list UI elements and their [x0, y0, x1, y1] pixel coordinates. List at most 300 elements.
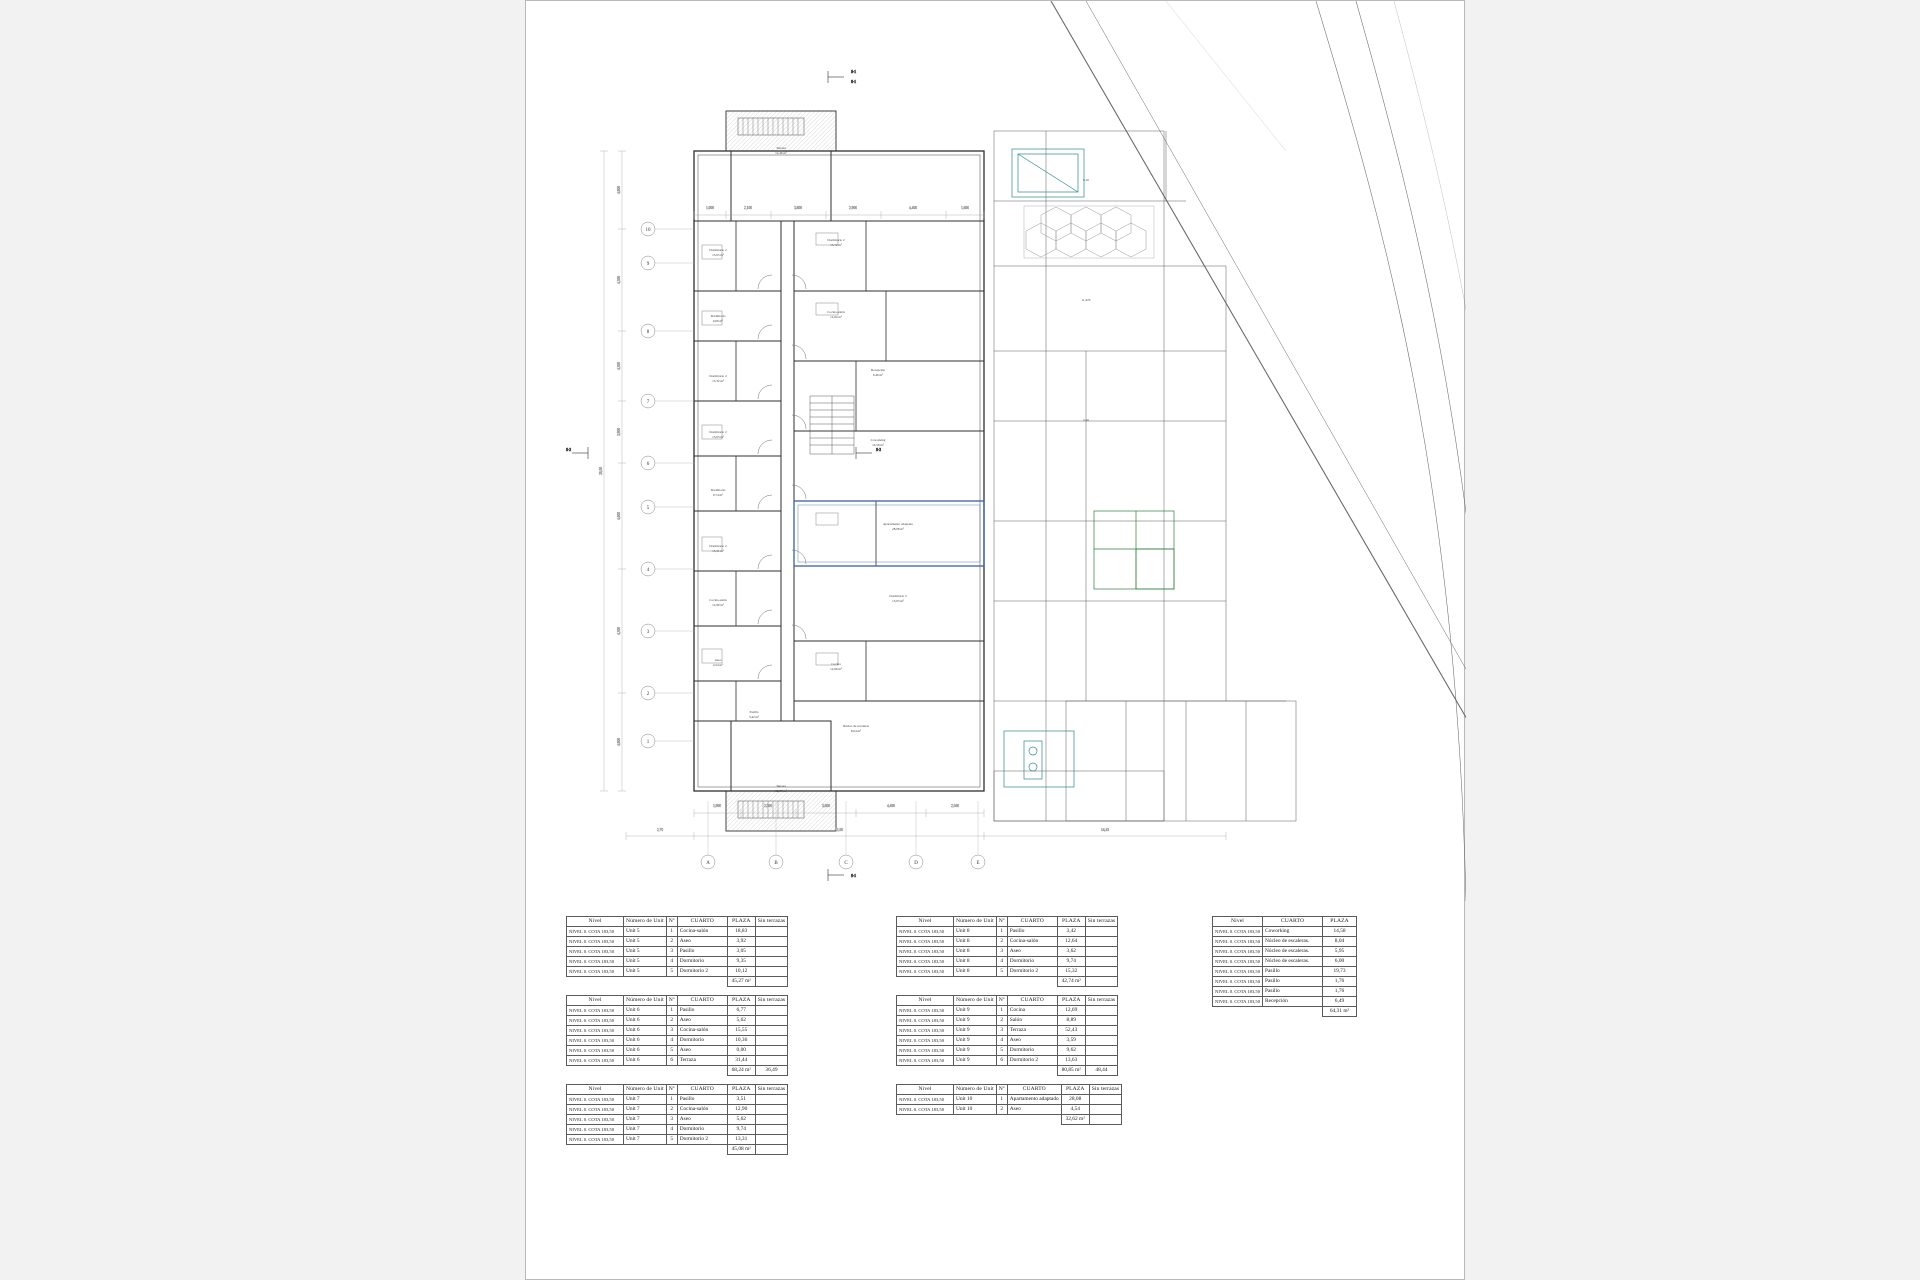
cell-cuarto: Cocina-salón — [1007, 937, 1057, 947]
cell-nivel: NIVEL 0. COTA 183,50 — [897, 1046, 954, 1056]
cell-num: 6 — [666, 1056, 677, 1066]
svg-text:6: 6 — [646, 462, 650, 467]
svg-text:13,63 m²: 13,63 m² — [712, 435, 724, 439]
svg-text:10: 10 — [645, 228, 651, 233]
cell-unit: Unit 9 — [954, 1046, 997, 1056]
cell-num: 2 — [666, 937, 677, 947]
table-row — [567, 937, 788, 947]
col-nivel: Nivel — [567, 1085, 624, 1095]
col-plaza: PLAZA — [727, 1085, 755, 1095]
col-cuarto: CUARTO — [677, 996, 727, 1006]
cell-unit: Unit 6 — [624, 1016, 667, 1026]
cell-nivel: NIVEL 0. COTA 183,50 — [1213, 947, 1263, 957]
col-plaza: PLAZA — [727, 917, 755, 927]
col-sin: Sin terrazas — [1085, 917, 1117, 927]
table-row — [567, 1125, 788, 1135]
cell-nivel: NIVEL 0. COTA 183,50 — [567, 1036, 624, 1046]
cell-unit: Unit 7 — [624, 1125, 667, 1135]
cell-nivel: NIVEL 0. COTA 183,50 — [567, 947, 624, 957]
cell-cuarto: Salón — [1007, 1016, 1057, 1026]
svg-text:Cocina-salón: Cocina-salón — [709, 598, 727, 602]
svg-text:Terraza: Terraza — [776, 146, 786, 150]
table-row — [897, 1026, 1118, 1036]
svg-text:4,54 m²: 4,54 m² — [712, 663, 724, 667]
table-row — [897, 937, 1118, 947]
svg-text:Núcleo de escaleras: Núcleo de escaleras — [842, 724, 870, 728]
cell-sin — [1085, 1016, 1117, 1026]
svg-text:9,10: 9,10 — [1083, 178, 1089, 182]
table-header-row — [897, 1085, 1122, 1095]
cell-unit: Unit 5 — [624, 957, 667, 967]
svg-text:6,49 m²: 6,49 m² — [872, 373, 884, 377]
svg-text:4,000: 4,000 — [617, 185, 621, 195]
cell-plaza: 5,62 — [727, 1016, 755, 1026]
col-sin: Sin terrazas — [755, 917, 787, 927]
svg-text:12,87 m²: 12,87 m² — [775, 789, 787, 793]
svg-text:4: 4 — [646, 568, 650, 573]
col-unit: Número de Unit — [624, 1085, 667, 1095]
table-row — [897, 1095, 1122, 1105]
cell-sin — [1085, 957, 1117, 967]
table-row — [567, 1115, 788, 1125]
cell-sin — [755, 1105, 787, 1115]
svg-text:Dormitorio: Dormitorio — [710, 314, 726, 318]
cell-unit: Unit 9 — [954, 1026, 997, 1036]
cell-cuarto: Aseo — [1007, 1036, 1057, 1046]
svg-text:4,300: 4,300 — [617, 626, 621, 636]
cell-num: 1 — [666, 1006, 677, 1016]
svg-text:4,000: 4,000 — [617, 511, 621, 521]
cell-nivel: NIVEL 0. COTA 183,50 — [1213, 957, 1263, 967]
cell-nivel: NIVEL 0. COTA 183,50 — [1213, 987, 1263, 997]
svg-text:1,600: 1,600 — [960, 206, 970, 210]
svg-text:12,69 m²: 12,69 m² — [830, 667, 842, 671]
cell-unit: Unit 7 — [624, 1095, 667, 1105]
svg-text:2,500: 2,500 — [763, 804, 773, 808]
quantity-table-unit6 — [566, 995, 788, 1076]
table-row — [567, 1036, 788, 1046]
cell-sin — [1085, 1046, 1117, 1056]
cell-plaza: 52,43 — [1057, 1026, 1085, 1036]
cell-num: 3 — [666, 947, 677, 957]
cell-cuarto: Pasillo — [677, 1006, 727, 1016]
cell-sin — [755, 1006, 787, 1016]
table-row — [1213, 927, 1357, 937]
table-row — [1213, 937, 1357, 947]
cell-plaza: 10,36 — [727, 1036, 755, 1046]
quantity-table-unit10 — [896, 1084, 1122, 1125]
svg-text:4,300: 4,300 — [617, 361, 621, 371]
cell-cuarto: Pasillo — [677, 947, 727, 957]
col-plaza: PLAZA — [1061, 1085, 1089, 1095]
table-row — [567, 1135, 788, 1145]
cell-cuarto: Dormitorio — [1007, 957, 1057, 967]
svg-text:Cocina-salón: Cocina-salón — [827, 310, 845, 314]
cell-unit: Unit 8 — [954, 947, 997, 957]
svg-text:12,64 m²: 12,64 m² — [830, 315, 842, 319]
cell-cuarto: Pasillo — [1263, 967, 1323, 977]
total-sin — [1085, 977, 1117, 987]
table-row — [567, 1095, 788, 1105]
cell-plaza: 12,69 — [1057, 1006, 1085, 1016]
total-plaza: 32,62 m² — [1061, 1115, 1089, 1125]
cell-plaza: 19,73 — [1323, 967, 1357, 977]
cell-plaza: 9,74 — [727, 1125, 755, 1135]
cell-nivel: NIVEL 0. COTA 183,50 — [897, 927, 954, 937]
col-sin: Sin terrazas — [1089, 1085, 1121, 1095]
col-num: Nº — [666, 1085, 677, 1095]
cell-cuarto: Dormitorio 2 — [1007, 1056, 1057, 1066]
floor-plan-drawing — [526, 1, 1466, 901]
cell-sin — [1085, 937, 1117, 947]
cell-num: 1 — [666, 1095, 677, 1105]
cell-plaza: 3,05 — [727, 947, 755, 957]
cell-num: 1 — [666, 927, 677, 937]
table-group-middle — [896, 916, 1122, 1125]
cell-unit: Unit 8 — [954, 937, 997, 947]
cell-unit: Unit 10 — [954, 1095, 997, 1105]
cell-plaza: 10,12 — [727, 967, 755, 977]
cell-nivel: NIVEL 0. COTA 183,50 — [567, 1026, 624, 1036]
cell-cuarto: Dormitorio — [677, 1036, 727, 1046]
cell-num: 5 — [996, 967, 1007, 977]
cell-sin — [1085, 1026, 1117, 1036]
table-row — [1213, 957, 1357, 967]
cell-nivel: NIVEL 0. COTA 183,50 — [897, 947, 954, 957]
cell-unit: Unit 7 — [624, 1135, 667, 1145]
cell-unit: Unit 8 — [954, 927, 997, 937]
col-nivel: Nivel — [567, 996, 624, 1006]
table-total-row — [1213, 1007, 1357, 1017]
svg-text:1: 1 — [646, 740, 650, 745]
svg-text:15,31 m²: 15,31 m² — [712, 549, 724, 553]
cell-cuarto: Núcleo de escaleras. — [1263, 937, 1323, 947]
table-row — [897, 927, 1118, 937]
cell-sin — [755, 1016, 787, 1026]
cell-nivel: NIVEL 0. COTA 183,50 — [567, 967, 624, 977]
svg-text:Dormitorio: Dormitorio — [710, 488, 726, 492]
total-sin: 36,49 — [755, 1066, 787, 1076]
total-sin — [1089, 1115, 1121, 1125]
table-row — [567, 1006, 788, 1016]
col-num: Nº — [996, 1085, 1007, 1095]
table-row — [897, 957, 1118, 967]
cell-num: 2 — [666, 1016, 677, 1026]
table-total-row — [567, 1145, 788, 1155]
col-unit: Número de Unit — [624, 917, 667, 927]
cell-unit: Unit 5 — [624, 927, 667, 937]
cell-nivel: NIVEL 0. COTA 183,50 — [567, 1056, 624, 1066]
col-unit: Número de Unit — [954, 917, 997, 927]
cell-num: 1 — [996, 1006, 1007, 1016]
cell-cuarto: Cocina-salón — [677, 1026, 727, 1036]
cell-nivel: NIVEL 0. COTA 183,50 — [567, 1105, 624, 1115]
cell-num: 4 — [666, 1036, 677, 1046]
svg-text:Dormitorio 2: Dormitorio 2 — [709, 374, 727, 378]
cell-sin — [1085, 1056, 1117, 1066]
svg-text:3: 3 — [646, 630, 650, 635]
svg-text:14,43: 14,43 — [1100, 828, 1110, 832]
cell-cuarto: Apartamento adaptado — [1007, 1095, 1061, 1105]
cell-sin — [1085, 1036, 1117, 1046]
quantity-table-unit7 — [566, 1084, 788, 1155]
svg-text:13,63 m²: 13,63 m² — [892, 599, 904, 603]
cell-cuarto: Dormitorio 2 — [677, 967, 727, 977]
cell-nivel: NIVEL 0. COTA 183,50 — [567, 937, 624, 947]
quantity-table-unit5 — [566, 916, 788, 987]
svg-text:4,300: 4,300 — [617, 275, 621, 285]
svg-text:15,05 m²: 15,05 m² — [712, 253, 724, 257]
table-header-row — [567, 917, 788, 927]
table-header-row — [897, 917, 1118, 927]
svg-text:Coworking: Coworking — [870, 438, 886, 442]
svg-text:15,32 m²: 15,32 m² — [712, 379, 724, 383]
cell-sin — [755, 1026, 787, 1036]
cell-plaza: 6,49 — [1323, 997, 1357, 1007]
cell-num: 4 — [996, 1036, 1007, 1046]
cell-nivel: NIVEL 0. COTA 183,50 — [567, 1125, 624, 1135]
cell-unit: Unit 8 — [954, 957, 997, 967]
cell-cuarto: Dormitorio — [677, 1125, 727, 1135]
svg-text:A: A — [706, 861, 710, 866]
svg-text:2,900: 2,900 — [848, 206, 858, 210]
cell-cuarto: Aseo — [677, 1115, 727, 1125]
cell-sin — [755, 947, 787, 957]
cell-num: 3 — [996, 947, 1007, 957]
table-total-row — [567, 977, 788, 987]
cell-sin — [755, 1115, 787, 1125]
svg-text:11,470: 11,470 — [1081, 298, 1091, 302]
svg-text:8,04 m²: 8,04 m² — [850, 729, 862, 733]
table-row — [567, 1046, 788, 1056]
cell-cuarto: Cocina-salón — [677, 1105, 727, 1115]
cell-sin — [755, 1135, 787, 1145]
svg-text:Cocina: Cocina — [831, 662, 841, 666]
cell-unit: Unit 9 — [954, 1056, 997, 1066]
cell-cuarto: Pasillo — [1263, 987, 1323, 997]
svg-text:Apartamento adaptado: Apartamento adaptado — [883, 522, 913, 526]
cell-plaza: 8,89 — [1057, 1016, 1085, 1026]
cell-plaza: 5,62 — [727, 1115, 755, 1125]
cell-sin — [755, 957, 787, 967]
svg-text:S-1: S-1 — [851, 80, 856, 84]
cell-plaza: 9,62 — [1057, 1046, 1085, 1056]
col-plaza: PLAZA — [727, 996, 755, 1006]
col-plaza: PLAZA — [1057, 996, 1085, 1006]
cell-cuarto: Aseo — [677, 1046, 727, 1056]
table-row — [897, 1006, 1118, 1016]
cell-num: 4 — [666, 957, 677, 967]
cell-plaza: 3,62 — [1057, 947, 1085, 957]
table-header-row — [897, 996, 1118, 1006]
cell-num: 4 — [996, 957, 1007, 967]
table-row — [897, 1105, 1122, 1115]
cell-cuarto: Terraza — [1007, 1026, 1057, 1036]
total-plaza: 80,85 m² — [1057, 1066, 1085, 1076]
col-sin: Sin terrazas — [755, 1085, 787, 1095]
cell-num: 5 — [996, 1046, 1007, 1056]
col-nivel: Nivel — [897, 917, 954, 927]
col-sin: Sin terrazas — [1085, 996, 1117, 1006]
total-plaza: 45,27 m² — [727, 977, 755, 987]
svg-text:Dormitorio 2: Dormitorio 2 — [709, 248, 727, 252]
cell-plaza: 9,74 — [1057, 957, 1085, 967]
cell-cuarto: Pasillo — [677, 1095, 727, 1105]
table-row — [1213, 977, 1357, 987]
svg-text:2,100: 2,100 — [743, 206, 753, 210]
cell-cuarto: Aseo — [677, 1016, 727, 1026]
svg-text:3,900: 3,900 — [617, 427, 621, 437]
cell-cuarto: Dormitorio 2 — [677, 1135, 727, 1145]
table-row — [897, 1016, 1118, 1026]
table-row — [567, 927, 788, 937]
svg-text:2,500: 2,500 — [950, 804, 960, 808]
cell-plaza: 6,77 — [727, 1006, 755, 1016]
cell-nivel: NIVEL 0. COTA 183,50 — [897, 1026, 954, 1036]
table-row — [897, 1036, 1118, 1046]
cell-nivel: NIVEL 0. COTA 183,50 — [897, 937, 954, 947]
total-plaza: 45,08 m² — [727, 1145, 755, 1155]
cell-cuarto: Aseo — [1007, 1105, 1061, 1115]
svg-text:28,00: 28,00 — [599, 466, 603, 476]
cell-cuarto: Aseo — [677, 937, 727, 947]
col-num: Nº — [996, 917, 1007, 927]
svg-text:4,400: 4,400 — [908, 206, 918, 210]
table-row — [567, 1026, 788, 1036]
svg-text:Dormitorio 2: Dormitorio 2 — [709, 544, 727, 548]
cell-unit: Unit 6 — [624, 1006, 667, 1016]
svg-text:S-1: S-1 — [851, 874, 856, 878]
svg-text:Dormitorio 2: Dormitorio 2 — [709, 430, 727, 434]
cell-nivel: NIVEL 0. COTA 183,50 — [567, 1016, 624, 1026]
cell-sin — [755, 927, 787, 937]
cell-plaza: 14,58 — [1323, 927, 1357, 937]
col-num: Nº — [666, 917, 677, 927]
svg-text:5: 5 — [646, 506, 650, 511]
svg-text:Dormitorio 2: Dormitorio 2 — [827, 238, 845, 242]
col-cuarto: CUARTO — [677, 1085, 727, 1095]
cell-num: 2 — [996, 1105, 1007, 1115]
table-total-row — [897, 1115, 1122, 1125]
cell-sin — [755, 1125, 787, 1135]
col-plaza: PLAZA — [1057, 917, 1085, 927]
cell-cuarto: Pasillo — [1263, 977, 1323, 987]
cell-unit: Unit 6 — [624, 1036, 667, 1046]
cell-plaza: 18,83 — [727, 927, 755, 937]
cell-nivel: NIVEL 0. COTA 183,50 — [567, 1046, 624, 1056]
table-row — [1213, 947, 1357, 957]
table-header-row — [567, 996, 788, 1006]
svg-text:4,400: 4,400 — [886, 804, 896, 808]
col-nivel: Nivel — [897, 996, 954, 1006]
svg-text:S-2: S-2 — [566, 448, 571, 452]
cell-sin — [755, 1095, 787, 1105]
quantity-table-unit8 — [896, 916, 1118, 987]
cell-plaza: 3,92 — [727, 937, 755, 947]
cell-num: 1 — [996, 1095, 1007, 1105]
table-row — [1213, 997, 1357, 1007]
table-header-row — [567, 1085, 788, 1095]
svg-text:3,42 m²: 3,42 m² — [748, 715, 760, 719]
svg-text:Dormitorio 2: Dormitorio 2 — [889, 594, 907, 598]
col-plaza: PLAZA — [1323, 917, 1357, 927]
svg-text:S-2: S-2 — [876, 448, 881, 452]
svg-text:Recepción: Recepción — [871, 368, 885, 372]
svg-text:Terraza: Terraza — [776, 784, 786, 788]
col-unit: Número de Unit — [954, 1085, 997, 1095]
table-header-row — [1213, 917, 1357, 927]
cell-cuarto: Pasillo — [1007, 927, 1057, 937]
cell-plaza: 0,00 — [727, 1046, 755, 1056]
cell-cuarto: Aseo — [1007, 947, 1057, 957]
cell-num: 6 — [996, 1056, 1007, 1066]
cell-plaza: 13,63 — [1057, 1056, 1085, 1066]
page-margin-left — [0, 0, 525, 1280]
cell-unit: Unit 5 — [624, 947, 667, 957]
cell-plaza: 5,95 — [1323, 947, 1357, 957]
cell-sin — [755, 1046, 787, 1056]
cell-num: 1 — [996, 927, 1007, 937]
svg-text:5,10: 5,10 — [1083, 418, 1089, 422]
cell-nivel: NIVEL 0. COTA 183,50 — [897, 1095, 954, 1105]
cell-sin — [1085, 967, 1117, 977]
cell-plaza: 3,51 — [727, 1095, 755, 1105]
table-row — [897, 947, 1118, 957]
svg-text:1,900: 1,900 — [712, 804, 722, 808]
svg-text:7: 7 — [646, 400, 650, 405]
cell-cuarto: Cocina-salón — [677, 927, 727, 937]
col-cuarto: CUARTO — [1007, 917, 1057, 927]
cell-nivel: NIVEL 0. COTA 183,50 — [567, 1095, 624, 1105]
table-row — [897, 1046, 1118, 1056]
table-row — [567, 1105, 788, 1115]
cell-sin — [1085, 947, 1117, 957]
svg-text:1,000: 1,000 — [705, 206, 715, 210]
cell-plaza: 12,90 — [727, 1105, 755, 1115]
cell-plaza: 12,64 — [1057, 937, 1085, 947]
cell-sin — [1085, 1006, 1117, 1016]
svg-text:S-1: S-1 — [851, 70, 856, 74]
cell-unit: Unit 7 — [624, 1115, 667, 1125]
cell-num: 3 — [996, 1026, 1007, 1036]
table-group-right — [1212, 916, 1357, 1017]
svg-text:2: 2 — [646, 692, 650, 697]
cell-cuarto: Núcleo de escaleras. — [1263, 957, 1323, 967]
table-row — [897, 967, 1118, 977]
quantity-table-unit9 — [896, 995, 1118, 1076]
total-sin: 48,44 — [1085, 1066, 1117, 1076]
cell-num: 2 — [996, 1016, 1007, 1026]
cell-sin — [1085, 927, 1117, 937]
cell-nivel: NIVEL 0. COTA 183,50 — [567, 957, 624, 967]
cell-sin — [755, 937, 787, 947]
total-plaza: 68,24 m² — [727, 1066, 755, 1076]
cell-unit: Unit 5 — [624, 967, 667, 977]
col-unit: Número de Unit — [624, 996, 667, 1006]
svg-text:3,600: 3,600 — [821, 804, 831, 808]
cell-plaza: 3,59 — [1057, 1036, 1085, 1046]
page-margin-right — [1465, 0, 1920, 1280]
cell-unit: Unit 6 — [624, 1046, 667, 1056]
cell-num: 3 — [666, 1115, 677, 1125]
cell-num: 2 — [996, 937, 1007, 947]
cell-cuarto: Coworking — [1263, 927, 1323, 937]
col-num: Nº — [666, 996, 677, 1006]
cell-nivel: NIVEL 0. COTA 183,50 — [897, 957, 954, 967]
cell-plaza: 8,04 — [1323, 937, 1357, 947]
cell-plaza: 3,42 — [1057, 927, 1085, 937]
cell-cuarto: Cocina — [1007, 1006, 1057, 1016]
